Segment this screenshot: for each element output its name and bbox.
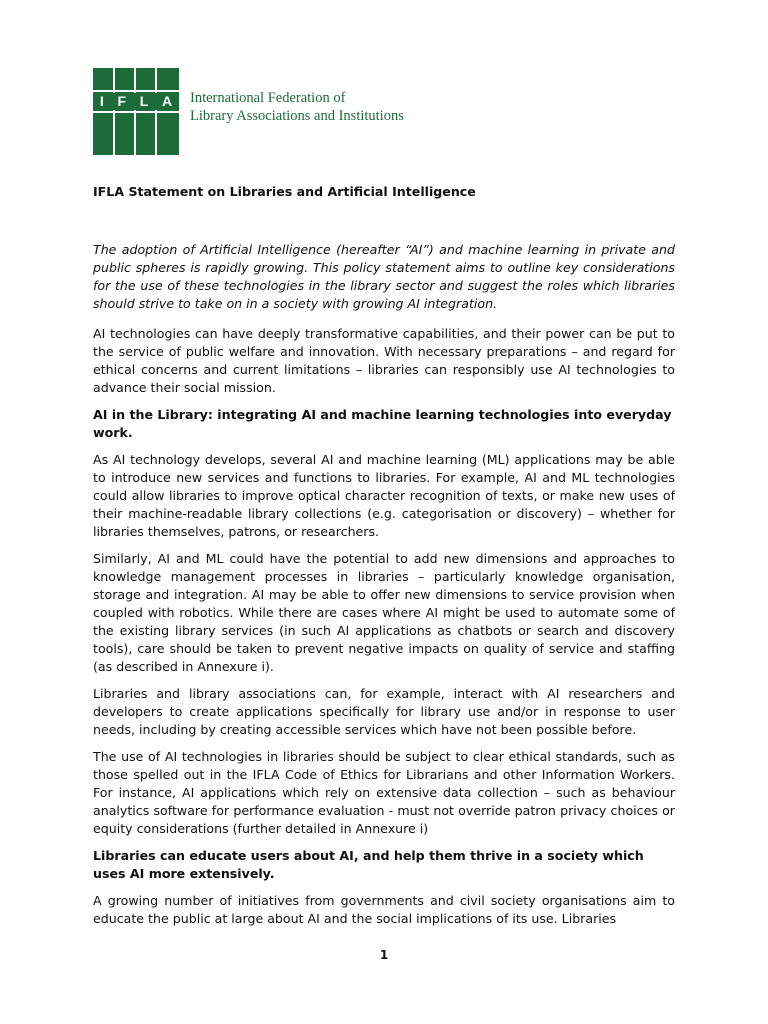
document-body: [93, 183, 675, 937]
logo-letters: [93, 93, 179, 110]
paragraph-1: AI technologies can have deeply transformative capabilities, and their power can be put to the service of public welfare and innovation. With necessary preparations – and regard for ethical concerns and current limitations – libraries can responsibly use AI technologies to advance their social mission.: [93, 326, 675, 395]
paragraph-2: As AI technology develops, several AI and machine learning (ML) applications may be able to introduce new services and functions to libraries. For example, AI and ML technologies could allow libraries to improve optical character recognition of texts, or make new uses of their machine-readable library collections (e.g. categorisation or discovery) – whether for libraries themselves, patrons, or researchers.: [93, 452, 675, 539]
organization-name: [190, 89, 404, 125]
intro-paragraph: The adoption of Artificial Intelligence (hereafter “AI”) and machine learning in private and public spheres is rapidly growing. This policy statement aims to outline key considerations for the use of these technologies in the library sector and suggest the roles which libraries should strive to take on in a society with growing AI integration.: [93, 242, 675, 311]
logo-letter-i: I: [99, 93, 104, 109]
logo-letter-l: L: [139, 93, 149, 109]
logo-letter-a: A: [161, 93, 173, 109]
logo-letter-f: F: [117, 93, 126, 109]
document-title: IFLA Statement on Libraries and Artificial Intelligence: [93, 184, 476, 199]
paragraph-6: A growing number of initiatives from governments and civil society organisations aim to educate the public at large about AI and the social implications of its use. Libraries: [93, 893, 675, 926]
paragraph-5: The use of AI technologies in libraries should be subject to clear ethical standards, such as those spelled out in the IFLA Code of Ethics for Librarians and other Information Workers. For instance, AI applications which rely on extensive data collection – such as behaviour analytics software for performance evaluation - must not override patron privacy choices or equity considerations (further detailed in Annexure i): [93, 749, 675, 836]
organization-name-line1: International Federation of: [190, 90, 346, 106]
paragraph-3: Similarly, AI and ML could have the potential to add new dimensions and approaches to knowledge management processes in libraries – particularly knowledge organisation, storage and integration. AI may be able to offer new dimensions to service provision when coupled with robotics. While there are cases where AI might be used to automate some of the existing library services (in such AI applications as chatbots or search and discovery tools), care should be taken to prevent negative impacts on quality of service and staffing (as described in Annexure i).: [93, 551, 675, 674]
section-heading-educate-users: Libraries can educate users about AI, and help them thrive in a society which uses AI more extensively.: [93, 848, 644, 881]
ifla-logo: [93, 68, 179, 155]
section-heading-ai-in-library: AI in the Library: integrating AI and machine learning technologies into everyday work.: [93, 407, 672, 440]
paragraph-4: Libraries and library associations can, for example, interact with AI researchers and developers to create applications specifically for library use and/or in response to user needs, including by creating accessible services which have not been possible before.: [93, 686, 675, 737]
organization-name-line2: Library Associations and Institutions: [190, 108, 404, 124]
page-number: 1: [379, 948, 389, 962]
